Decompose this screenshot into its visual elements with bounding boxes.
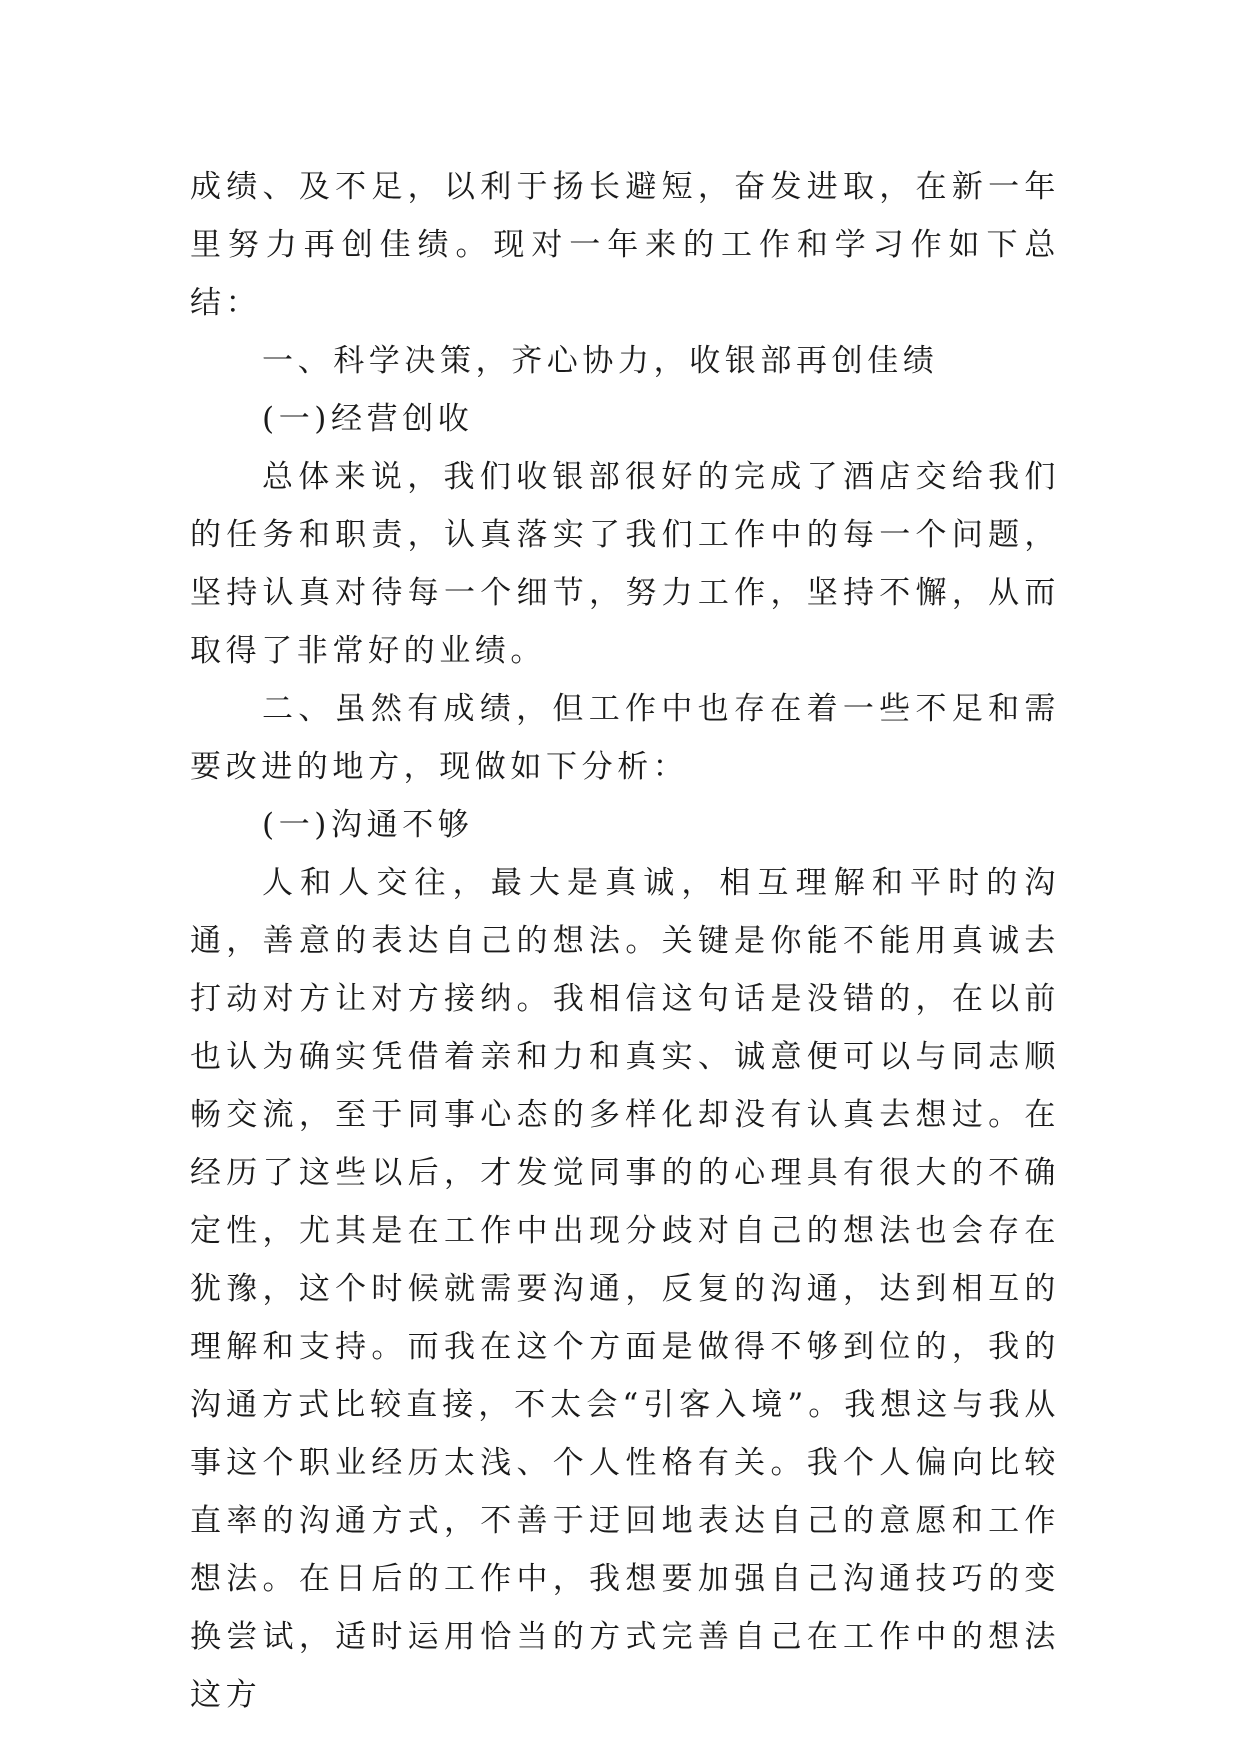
subsection-heading-1-1: (一)经营创收 bbox=[262, 401, 474, 437]
section-heading-2: 二、虽然有成绩，但工作中也存在着一些不足和需要改进的地方，现做如下分析： bbox=[190, 691, 1060, 785]
paragraph-continuation: 成绩、及不足，以利于扬长避短，奋发进取，在新一年里努力再创佳绩。现对一年来的工作和学习作如下总结： bbox=[190, 169, 1060, 321]
paragraph-communication: 人和人交往，最大是真诚，相互理解和平时的沟通，善意的表达自己的想法。关键是你能不能用真诚去打动对方让对方接纳。我相信这句话是没错的，在以前也认为确实凭借着亲和力和真实、诚意便可以与同志顺畅交流，至于同事心态的多样化却没有认真去想过。在经历了这些以后，才发觉同事的的心理具有很大的不确定性，尤其是在工作中出现分歧对自己的想法也会存在犹豫，这个时候就需要沟通，反复的沟通，达到相互的理解和支持。而我在这个方面是做得不够到位的，我的沟通方式比较直接，不太会“引客入境”。我想这与我从事这个职业经历太浅、个人性格有关。我个人偏向比较直率的沟通方式，不善于迂回地表达自己的意愿和工作想法。在日后的工作中，我想要加强自己沟通技巧的变换尝试，适时运用恰当的方式完善自己在工作中的想法这方 bbox=[190, 865, 1060, 1713]
paragraph-summary: 总体来说，我们收银部很好的完成了酒店交给我们的任务和职责，认真落实了我们工作中的每一个问题，坚持认真对待每一个细节，努力工作，坚持不懈，从而取得了非常好的业绩。 bbox=[190, 459, 1060, 669]
subsection-heading-2-1: (一)沟通不够 bbox=[262, 807, 474, 843]
section-heading-1: 一、科学决策，齐心协力，收银部再创佳绩 bbox=[262, 343, 939, 379]
document-body bbox=[190, 158, 1060, 1724]
